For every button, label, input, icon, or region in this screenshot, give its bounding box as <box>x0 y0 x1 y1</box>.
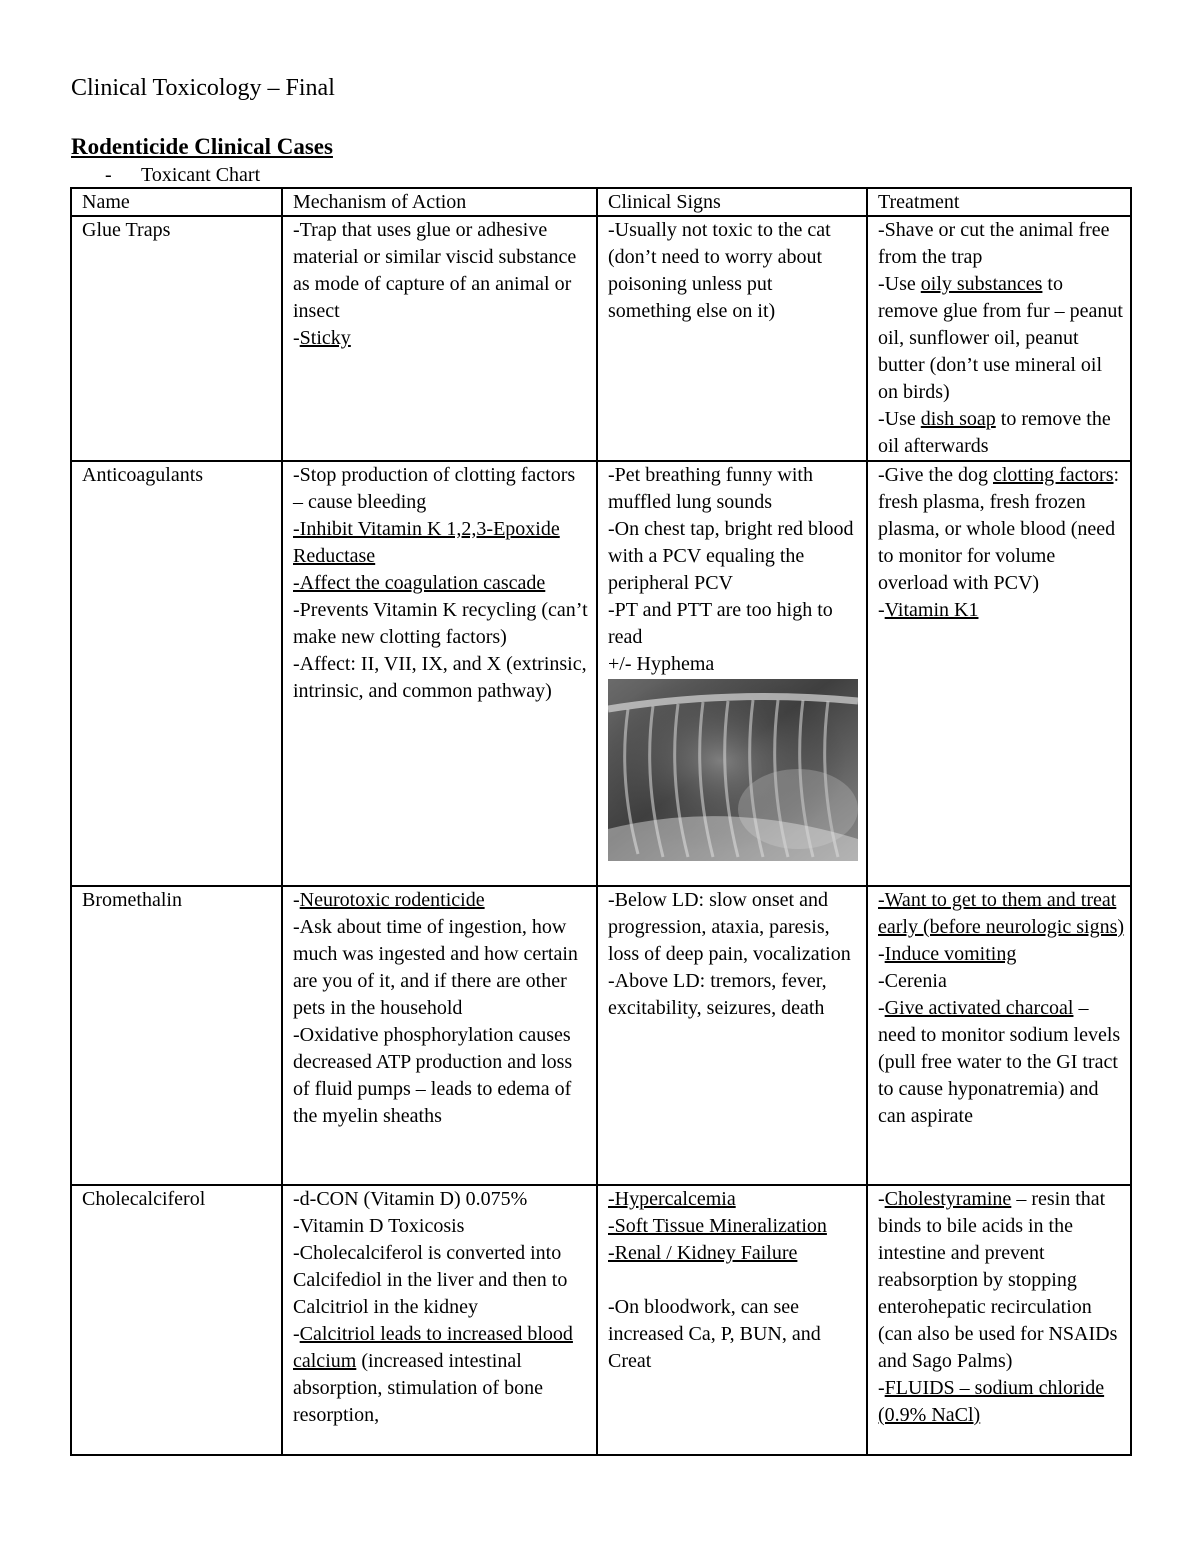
cell-name: Bromethalin <box>71 886 282 1185</box>
underlined-text: Cholestyramine <box>884 1188 1012 1210</box>
cell-line <box>293 1186 590 1213</box>
text-segment: to remove glue from fur – peanut oil, sunflower oil, peanut butter (don’t use mineral oil on birds) <box>878 273 1123 403</box>
text-segment: (increased intestinal absorption, stimulation of bone resorption, <box>293 1350 543 1426</box>
text-segment: - <box>293 889 300 911</box>
text-segment: -Usually not toxic to the cat (don’t need to worry about poisoning unless put something else on it) <box>608 219 831 322</box>
blank-line <box>608 1267 860 1294</box>
text-segment: - <box>878 997 885 1019</box>
underlined-text: FLUIDS – sodium chloride (0.9% NaCl) <box>878 1377 1105 1426</box>
header-clinical-signs: Clinical Signs <box>597 188 867 216</box>
text-segment: -Prevents Vitamin K recycling (can’t make new clotting factors) <box>293 599 588 648</box>
cell-line <box>293 1240 590 1321</box>
cell-line <box>878 1375 1124 1429</box>
cell-mechanism <box>282 461 597 886</box>
cell-line <box>608 887 860 968</box>
cell-mechanism <box>282 886 597 1185</box>
text-segment: -Above LD: tremors, fever, excitability, seizures, death <box>608 970 827 1019</box>
section-title: Rodenticide Clinical Cases <box>71 134 333 159</box>
chest-radiograph-image <box>608 679 858 861</box>
text-segment: +/- Hyphema <box>608 653 715 675</box>
text-segment: - <box>878 1377 885 1399</box>
cell-line <box>878 597 1124 624</box>
text-segment: -Cerenia <box>878 970 947 992</box>
underlined-text: Induce vomiting <box>884 943 1017 965</box>
cell-line <box>878 968 1124 995</box>
cell-line <box>878 941 1124 968</box>
cell-treatment <box>867 886 1131 1185</box>
cell-line <box>608 1294 860 1375</box>
cell-line <box>293 570 590 597</box>
text-segment: -Stop production of clotting factors – cause bleeding <box>293 464 576 513</box>
underlined-text: Neurotoxic rodenticide <box>299 889 485 911</box>
cell-line <box>878 995 1124 1130</box>
cell-clinical-signs <box>597 461 867 886</box>
table-row <box>71 886 1131 1185</box>
text-segment: -Trap that uses glue or adhesive material or similar viscid substance as mode of capture of an animal or insect <box>293 219 577 322</box>
header-name: Name <box>71 188 282 216</box>
text-segment: - <box>878 943 885 965</box>
text-segment: -On chest tap, bright red blood with a PCV equaling the peripheral PCV <box>608 518 854 594</box>
underlined-text: Vitamin K1 <box>884 599 979 621</box>
cell-treatment <box>867 216 1131 461</box>
cell-line <box>878 217 1124 271</box>
text-segment: -Use <box>878 273 921 295</box>
cell-line <box>608 462 860 516</box>
cell-line <box>293 325 590 352</box>
cell-line <box>608 1213 860 1240</box>
table-header-row <box>71 188 1131 216</box>
bullet-dash: - <box>105 164 112 186</box>
cell-line <box>878 271 1124 406</box>
text-segment: -Vitamin D Toxicosis <box>293 1215 465 1237</box>
cell-line <box>608 516 860 597</box>
text-segment: -Use <box>878 408 921 430</box>
table-row <box>71 461 1131 886</box>
underlined-text: Sticky <box>299 327 351 349</box>
text-segment: -Shave or cut the animal free from the trap <box>878 219 1110 268</box>
cell-line <box>293 217 590 325</box>
underlined-text: oily substances <box>920 273 1043 295</box>
text-segment: – need to monitor sodium levels (pull free water to the GI tract to cause hyponatremia) and can aspirate <box>878 997 1121 1127</box>
underlined-text: Give activated charcoal <box>884 997 1074 1019</box>
underlined-text: Calcitriol leads to increased blood calcium <box>293 1323 573 1372</box>
cell-line <box>878 406 1124 460</box>
cell-clinical-signs <box>597 886 867 1185</box>
cell-clinical-signs <box>597 1185 867 1455</box>
cell-clinical-signs <box>597 216 867 461</box>
cell-line <box>293 597 590 651</box>
text-segment: -d-CON (Vitamin D) 0.075% <box>293 1188 528 1210</box>
cell-line <box>293 914 590 1022</box>
text-segment: -On bloodwork, can see increased Ca, P, BUN, and Creat <box>608 1296 821 1372</box>
table-row <box>71 216 1131 461</box>
underlined-text: -Want to get to them and treat early (before neurologic signs) <box>878 889 1125 938</box>
text-segment: : fresh plasma, fresh frozen plasma, or whole blood (need to monitor for volume overload with PCV) <box>878 464 1120 594</box>
text-segment: -Pet breathing funny with muffled lung sounds <box>608 464 813 513</box>
text-segment: - <box>293 1323 300 1345</box>
cell-mechanism <box>282 1185 597 1455</box>
cell-line <box>293 462 590 516</box>
underlined-text: -Renal / Kidney Failure <box>608 1242 798 1264</box>
cell-line <box>608 1240 860 1267</box>
cell-line <box>293 1022 590 1130</box>
text-segment: - <box>878 1188 885 1210</box>
cell-name: Anticoagulants <box>71 461 282 886</box>
text-segment: – resin that binds to bile acids in the intestine and prevent reabsorption by stopping enterohepatic recirculation (can also be used for NSAIDs and Sago Palms) <box>878 1188 1118 1372</box>
underlined-text: clotting factors <box>992 464 1114 486</box>
cell-treatment <box>867 1185 1131 1455</box>
document-title: Clinical Toxicology – Final <box>71 75 335 101</box>
text-segment: - <box>878 599 885 621</box>
text-segment: -Below LD: slow onset and progression, ataxia, paresis, loss of deep pain, vocalization <box>608 889 851 965</box>
underlined-text: -Hypercalcemia <box>608 1188 736 1210</box>
cell-line <box>608 1186 860 1213</box>
cell-line <box>293 1321 590 1429</box>
header-mechanism: Mechanism of Action <box>282 188 597 216</box>
cell-line <box>878 1186 1124 1375</box>
cell-mechanism <box>282 216 597 461</box>
underlined-text: -Inhibit Vitamin K 1,2,3-Epoxide Reductase <box>293 518 560 567</box>
text-segment: -PT and PTT are too high to read <box>608 599 833 648</box>
cell-line <box>878 887 1124 941</box>
header-treatment: Treatment <box>867 188 1131 216</box>
underlined-text: -Soft Tissue Mineralization <box>608 1215 827 1237</box>
text-segment: to remove the oil afterwards <box>878 408 1111 457</box>
cell-line <box>293 516 590 570</box>
cell-line <box>293 1213 590 1240</box>
clinical-signs-text <box>608 462 860 678</box>
cell-line <box>608 217 860 325</box>
underlined-text: dish soap <box>920 408 996 430</box>
bullet-text: Toxicant Chart <box>141 164 261 186</box>
cell-name: Cholecalciferol <box>71 1185 282 1455</box>
cell-line <box>608 968 860 1022</box>
cell-line <box>878 462 1124 597</box>
text-segment: -Affect: II, VII, IX, and X (extrinsic, intrinsic, and common pathway) <box>293 653 587 702</box>
cell-treatment <box>867 461 1131 886</box>
cell-line <box>293 651 590 705</box>
toxicant-chart-table <box>70 187 1132 1456</box>
text-segment: -Oxidative phosphorylation causes decreased ATP production and loss of fluid pumps – leads to edema of the myelin sheaths <box>293 1024 573 1127</box>
cell-line <box>608 651 860 678</box>
text-segment: -Ask about time of ingestion, how much was ingested and how certain are you of it, and if there are other pets in the household <box>293 916 578 1019</box>
cell-name: Glue Traps <box>71 216 282 461</box>
text-segment: - <box>293 327 300 349</box>
cell-line <box>293 887 590 914</box>
text-segment: -Cholecalciferol is converted into Calcifediol in the liver and then to Calcitriol in the kidney <box>293 1242 568 1318</box>
table-row <box>71 1185 1131 1455</box>
cell-line <box>608 597 860 651</box>
text-segment: -Give the dog <box>878 464 993 486</box>
bullet-item <box>71 162 260 188</box>
underlined-text: -Affect the coagulation cascade <box>293 572 546 594</box>
